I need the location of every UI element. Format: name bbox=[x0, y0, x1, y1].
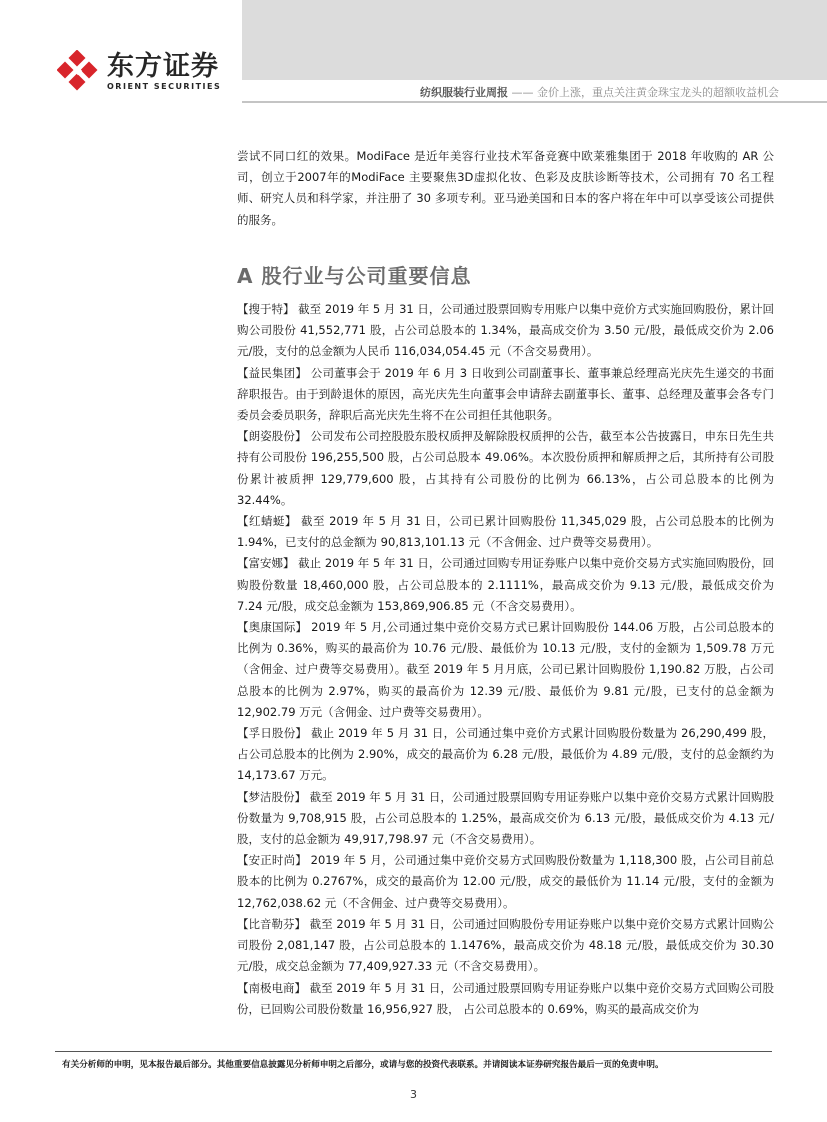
news-item-list bbox=[237, 299, 774, 1020]
news-item: 【益民集团】 公司董事会于 2019 年 6 月 3 日收到公司副董事长、董事兼总经理高光庆先生递交的书面辞职报告。由于到龄退休的原因，高光庆先生向董事会申请辞去副董事长、董事、总经理及董事会各专门委员会委员职务，辞职后高光庆先生将不在公司担任其他职务。 bbox=[237, 365, 774, 423]
orient-logo-icon bbox=[57, 50, 101, 94]
news-item: 【比音勒芬】 截至 2019 年 5 月 31 日，公司通过回购股份专用证券账户以集中竞价交易方式累计回购公司股份 2,081,147 股，占公司总股本的 1.1476%，最高成交价为 48.18 元/股，最低成交价为 30.30 元/股，成交总金额为 77,409,927.33 元（不含交易费用）。 bbox=[237, 916, 774, 974]
news-item: 【红蜻蜓】 截至 2019 年 5 月 31 日，公司已累计回购股份 11,345,029 股，占公司总股本的比例为 1.94%，已支付的总金额为 90,813,101.13 元（不含佣金、过户费等交易费用）。 bbox=[237, 514, 774, 550]
report-subtitle: —— 金价上涨，重点关注黄金珠宝龙头的超额收益机会 bbox=[511, 86, 779, 99]
header-divider bbox=[242, 101, 827, 103]
intro-section bbox=[237, 146, 774, 231]
news-item: 【孚日股份】 截止 2019 年 5 月 31 日，公司通过集中竞价方式累计回购股份数量为 26,290,499 股，占公司总股本的比例为 2.90%，成交的最高价为 6.28 元/股，最低价为 4.89 元/股，支付的总金额约为 14,173.67 万元。 bbox=[237, 726, 774, 783]
logo-english-name: ORIENT SECURITIES bbox=[107, 82, 222, 91]
footer-disclaimer: 有关分析师的申明，见本报告最后部分。其他重要信息披露见分析师申明之后部分，或请与您的投资代表联系。并请阅读本证券研究报告最后一页的免责申明。 bbox=[62, 1060, 664, 1070]
logo-chinese-name: 东方证券 bbox=[107, 51, 219, 82]
intro-paragraph: 尝试不同口红的效果。ModiFace 是近年美容行业技术军备竞赛中欧莱雅集团于 2018 年收购的 AR 公司，创立于2007年的ModiFace 主要聚焦3D虚拟化妆、色彩及皮肤诊断等技术，公司拥有 70 名工程师、研究人员和科学家，并注册了 30 多项专利。亚马逊美国和日本的客户将在年中可以享受该公司提供的服务。 bbox=[237, 149, 774, 227]
section-title: A 股行业与公司重要信息 bbox=[237, 264, 472, 288]
news-item: 【搜于特】 截至 2019 年 5 月 31 日，公司通过股票回购专用账户以集中竞价方式实施回购股份，累计回购公司股份 41,552,771 股，占公司总股本的 1.34%，最高成交价为 3.50 元/股，最低成交价为 2.06 元/股，支付的总金额为人民币 116,034,054.45 元（不含交易费用）。 bbox=[237, 302, 774, 359]
news-item: 【南极电商】 截至 2019 年 5 月 31 日，公司通过股票回购专用证券账户以集中竞价交易方式回购公司股份，已回购公司股份数量 16,956,927 股， 占公司总股本的 0.69%，购买的最高成交价为 bbox=[237, 980, 774, 1016]
news-item: 【梦洁股份】 截至 2019 年 5 月 31 日，公司通过股票回购专用证券账户以集中竞价交易方式累计回购股份数量为 9,708,915 股，占公司总股本的 1.25%，最高成交价为 6.13 元/股，最低成交价为 4.13 元/股，支付的总金额为 49,917,798.97 元（不含交易费用）。 bbox=[237, 789, 774, 847]
news-item: 【富安娜】 截止 2019 年 5 年 31 日，公司通过回购专用证券账户以集中竞价交易方式实施回购股份，回购股份数量 18,460,000 股，占公司总股本的 2.1111%，最高成交价为 9.13 元/股，最低成交价为 7.24 元/股，成交总金额为 153,869,906.85 元（不含交易费用）。 bbox=[237, 556, 774, 613]
news-item: 【奥康国际】 2019 年 5 月,公司通过集中竞价交易方式已累计回购股份 144.06 万股，占公司总股本的比例为 0.36%，购买的最高价为 10.76 元/股、最低价为 10.13 元/股，支付的金额为 1,509.78 万元（含佣金、过户费等交易费用）。截至 2019 年 5 月月底，公司已累计回购股份 1,190.82 万股，占公司总股本的比例为 2.97%，购买的最高价为 12.39 元/股、最低价为 9.81 元/股，已支付的总金额为 12,902.79 万元（含佣金、过户费等交易费用）。 bbox=[237, 620, 774, 719]
news-item: 【朗姿股份】 公司发布公司控股股东股权质押及解除股权质押的公告，截至本公告披露日，申东日先生共持有公司股份 196,255,500 股，占公司总股本 49.06%。本次股份质押和解质押之后，其所持有公司股份累计被质押 129,779,600 股，占其持有公司股份的比例为 66.13%，占公司总股本的比例为 32.44%。 bbox=[237, 429, 774, 507]
footer-divider bbox=[55, 1051, 772, 1052]
page-number: 3 bbox=[410, 1088, 417, 1101]
header-bar bbox=[242, 0, 827, 80]
news-item: 【安正时尚】 2019 年 5 月，公司通过集中竞价交易方式回购股份数量为 1,118,300 股，占公司目前总股本的比例为 0.2767%，成交的最高价为 12.00 元/股，成交的最低价为 11.14 元/股，支付的金额为 12,762,038.62 元（不含佣金、过户费等交易费用）。 bbox=[237, 853, 774, 910]
report-title: 纺织服装行业周报 bbox=[420, 86, 508, 99]
orient-securities-logo bbox=[57, 50, 221, 94]
report-header-title bbox=[404, 84, 779, 100]
